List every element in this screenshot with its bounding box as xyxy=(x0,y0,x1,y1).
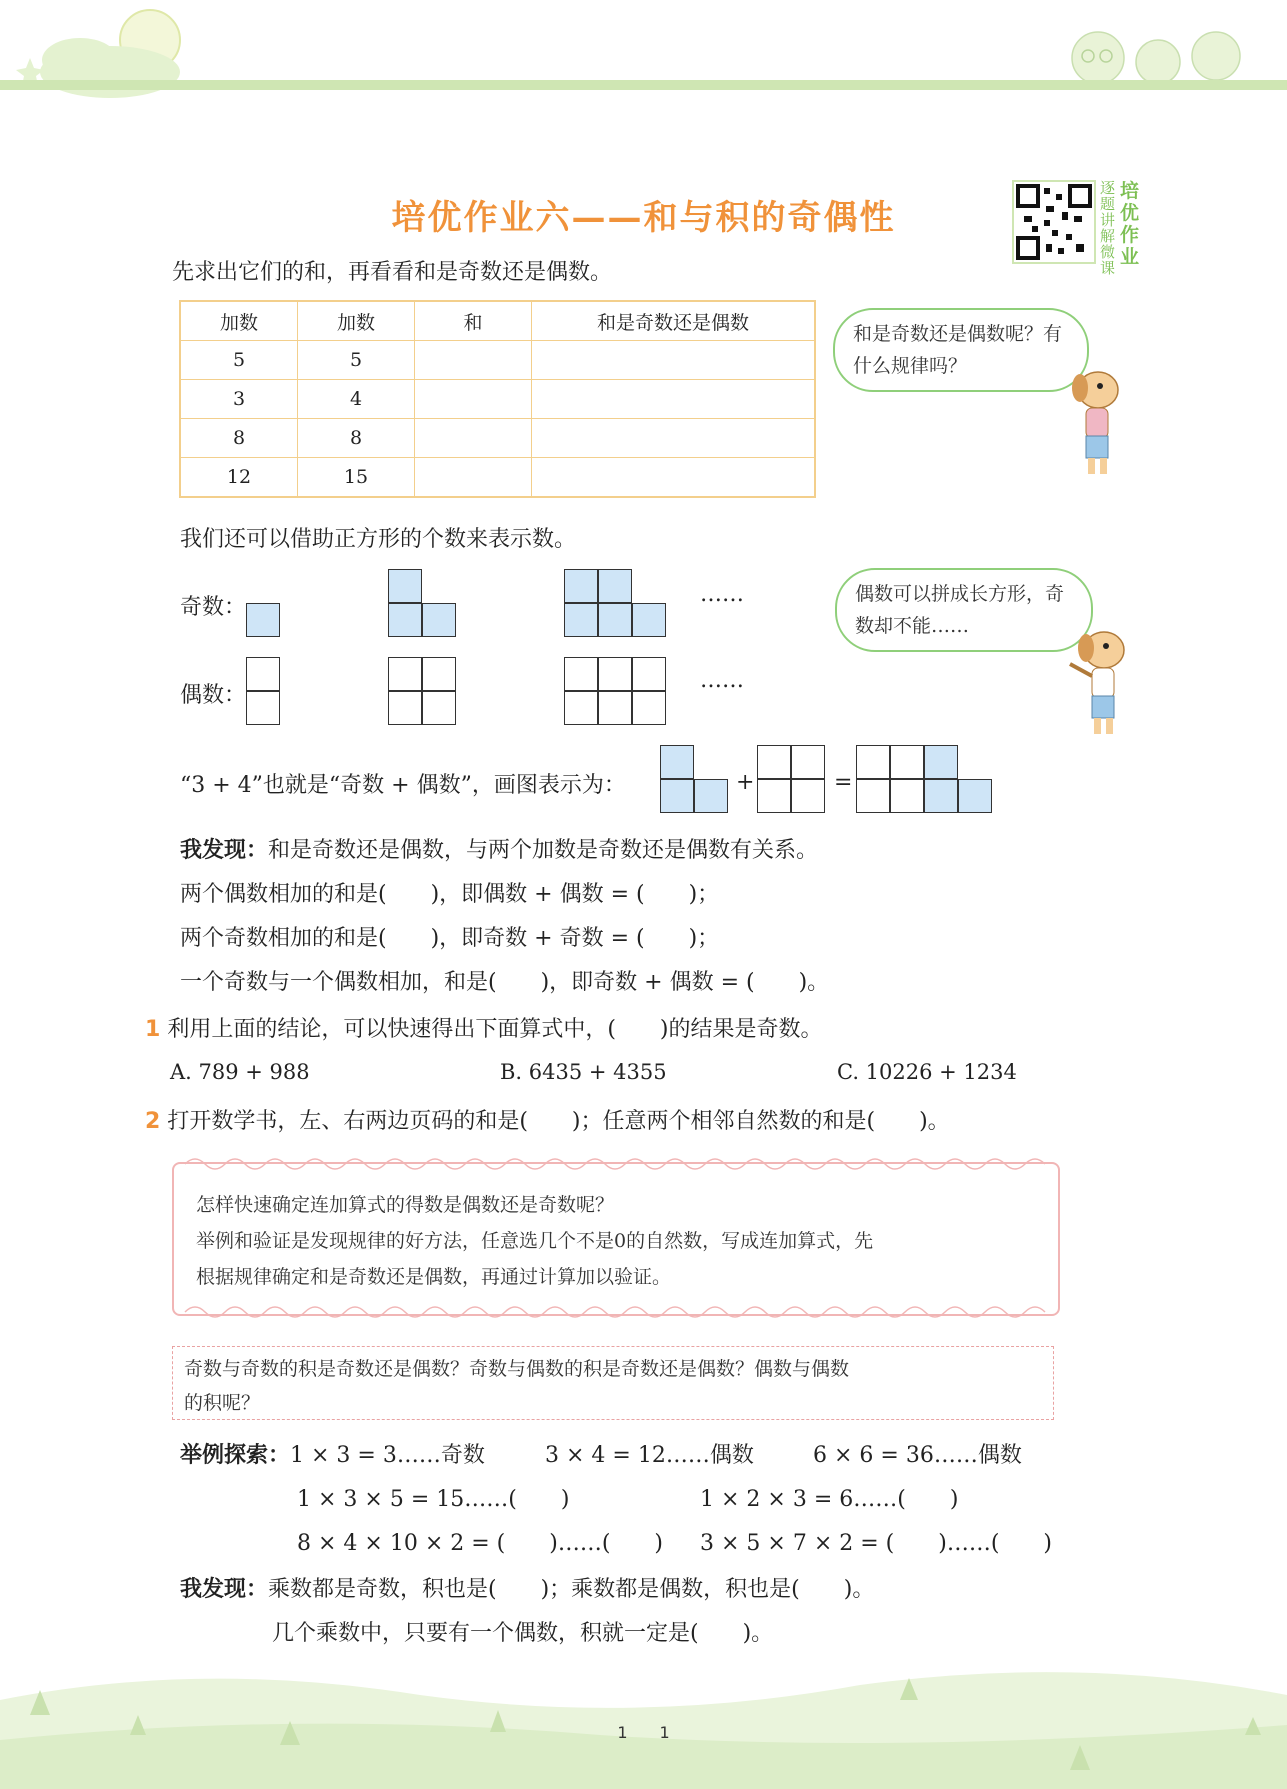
intro-text: 先求出它们的和，再看看和是奇数还是偶数。 xyxy=(172,260,613,285)
table-cell: 8 xyxy=(180,419,298,458)
speech-bubble: 偶数可以拼成长方形，奇数却不能…… xyxy=(835,568,1093,652)
discover-label: 我发现： xyxy=(180,838,269,863)
dog-character-icon xyxy=(1062,620,1142,740)
header-line xyxy=(0,80,1287,90)
rule-3: 一个奇数与一个偶数相加，和是( )，即奇数 + 偶数 = ( )。 xyxy=(180,970,830,995)
table-cell: 15 xyxy=(298,458,415,498)
table-header: 和 xyxy=(415,301,532,341)
discover-2-line xyxy=(180,1572,874,1603)
question-2 xyxy=(145,1104,950,1135)
answer-cell[interactable] xyxy=(532,380,816,419)
tip-line-1: 怎样快速确定连加算式的得数是偶数还是奇数呢？ xyxy=(196,1194,615,1216)
discover-text: 乘数都是奇数，积也是( )；乘数都是偶数，积也是( )。 xyxy=(268,1577,875,1602)
option-a[interactable]: A. 789 + 988 xyxy=(170,1060,310,1084)
qr-code-icon[interactable] xyxy=(1016,184,1092,260)
table-header: 加数 xyxy=(298,301,415,341)
explore-example: 1 × 2 × 3 = 6……( ) xyxy=(700,1487,959,1512)
answer-cell[interactable] xyxy=(415,419,532,458)
squares-intro: 我们还可以借助正方形的个数来表示数。 xyxy=(180,527,577,552)
table-cell: 5 xyxy=(180,341,298,380)
explore-example: 8 × 4 × 10 × 2 = ( )……( ) xyxy=(297,1531,663,1556)
table-cell: 3 xyxy=(180,380,298,419)
table-cell: 5 xyxy=(298,341,415,380)
table-cell: 8 xyxy=(298,419,415,458)
tip-line-2: 举例和验证是发现规律的好方法，任意选几个不是0的自然数，写成连加算式，先 xyxy=(196,1230,874,1252)
example-text: “3 + 4”也就是“奇数 + 偶数”，画图表示为： xyxy=(180,773,626,798)
answer-cell[interactable] xyxy=(415,341,532,380)
table-header: 加数 xyxy=(180,301,298,341)
answer-cell[interactable] xyxy=(532,458,816,498)
question-box-line-1: 奇数与奇数的积是奇数还是偶数？奇数与偶数的积是奇数还是偶数？偶数与偶数 xyxy=(184,1358,850,1380)
sum-table xyxy=(179,300,816,498)
header-decoration xyxy=(0,0,1287,110)
equals-sign: = xyxy=(834,770,853,795)
answer-cell[interactable] xyxy=(415,458,532,498)
question-text: 利用上面的结论，可以快速得出下面算式中，( )的结果是奇数。 xyxy=(167,1017,823,1042)
table-row xyxy=(180,380,815,419)
qr-label-large: 培优作业 xyxy=(1120,180,1140,268)
table-header: 和是奇数还是偶数 xyxy=(532,301,816,341)
answer-cell[interactable] xyxy=(532,341,816,380)
table-cell: 4 xyxy=(298,380,415,419)
option-b[interactable]: B. 6435 + 4355 xyxy=(500,1060,667,1084)
odd-ellipsis: …… xyxy=(700,582,744,607)
question-number: 1 xyxy=(145,1017,161,1042)
footer-landscape xyxy=(0,1640,1287,1789)
even-ellipsis: …… xyxy=(700,668,744,693)
explore-example: 1 × 3 × 5 = 15……( ) xyxy=(297,1487,570,1512)
question-text: 打开数学书，左、右两边页码的和是( )；任意两个相邻自然数的和是( )。 xyxy=(167,1109,950,1134)
question-number: 2 xyxy=(145,1109,161,1134)
question-1 xyxy=(145,1012,822,1043)
answer-cell[interactable] xyxy=(415,380,532,419)
answer-cell[interactable] xyxy=(532,419,816,458)
explore-example: 3 × 5 × 7 × 2 = ( )……( ) xyxy=(700,1531,1053,1556)
explore-label: 举例探索： xyxy=(180,1443,291,1468)
question-box-line-2: 的积呢？ xyxy=(184,1392,261,1414)
odd-label: 奇数： xyxy=(180,595,247,620)
table-cell: 12 xyxy=(180,458,298,498)
qr-label-small: 逐题讲解微课 xyxy=(1100,179,1116,277)
dog-character-icon xyxy=(1060,360,1130,480)
table-row xyxy=(180,341,815,380)
table-row xyxy=(180,458,815,498)
table-header-row xyxy=(180,301,815,341)
tip-line-3: 根据规律确定和是奇数还是偶数，再通过计算加以验证。 xyxy=(196,1266,672,1288)
plus-sign: + xyxy=(736,770,755,795)
rule-1: 两个偶数相加的和是( )，即偶数 + 偶数 = ( )； xyxy=(180,882,720,907)
table-row xyxy=(180,419,815,458)
explore-example: 3 × 4 = 12……偶数 xyxy=(545,1443,754,1468)
explore-example: 1 × 3 = 3……奇数 xyxy=(290,1443,485,1468)
speech-bubble: 和是奇数还是偶数呢？有什么规律吗？ xyxy=(833,308,1089,392)
discover-text: 和是奇数还是偶数，与两个加数是奇数还是偶数有关系。 xyxy=(268,838,819,863)
even-label: 偶数： xyxy=(180,683,247,708)
explore-line-1 xyxy=(180,1438,485,1469)
discover-line xyxy=(180,833,818,864)
page-title: 培优作业六——和与积的奇偶性 xyxy=(391,198,896,238)
page-number: 1 1 xyxy=(617,1723,670,1742)
discover-label: 我发现： xyxy=(180,1577,269,1602)
rule-2: 两个奇数相加的和是( )，即奇数 + 奇数 = ( )； xyxy=(180,926,720,951)
discover-3: 几个乘数中，只要有一个偶数，积就一定是( )。 xyxy=(272,1621,774,1646)
option-c[interactable]: C. 10226 + 1234 xyxy=(837,1060,1017,1084)
explore-example: 6 × 6 = 36……偶数 xyxy=(813,1443,1022,1468)
qr-frame xyxy=(1012,180,1096,264)
